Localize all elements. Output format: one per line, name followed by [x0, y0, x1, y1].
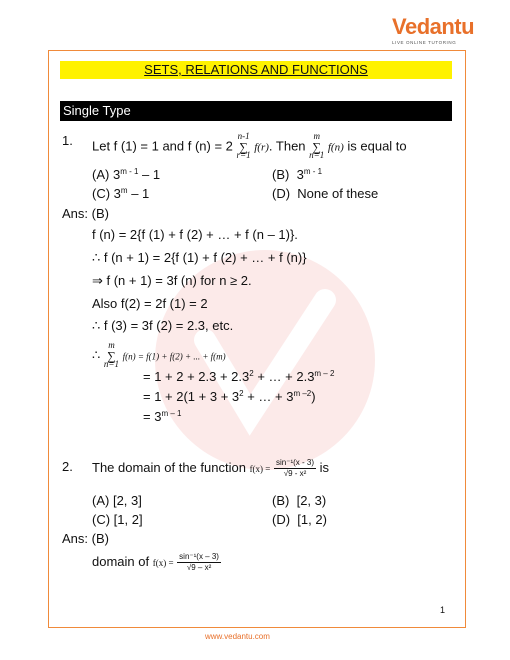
q2-fraction-den: √9 - x²: [283, 469, 307, 479]
q1-sum2-bottom: n=1: [309, 150, 325, 160]
q1-expand-3: [143, 409, 181, 425]
q1-sum2-body: f(n): [327, 141, 344, 154]
q2-option-b: [272, 493, 326, 509]
expand-sup: 2: [239, 389, 244, 398]
q2-fraction-num: sin⁻¹(x - 3): [276, 458, 315, 468]
q1-sum3-top: m: [108, 340, 115, 350]
q2-number: 2.: [62, 459, 73, 474]
option-text: [2, 3]: [112, 493, 142, 508]
option-text: [2, 3): [296, 493, 327, 508]
q2-stem-text: The domain of the function: [92, 460, 246, 475]
expand-text: + … + 3: [243, 389, 294, 404]
q1-option-c: [92, 186, 149, 202]
q1-step-5: ∴ f (3) = 3f (2) = 2.3, etc.: [92, 318, 234, 333]
q2-domain-lhs: f(x) =: [152, 558, 174, 568]
option-text: None of these: [297, 186, 379, 201]
option-label: (C): [92, 186, 111, 201]
option-tail: – 1: [127, 186, 150, 201]
q2-domain-num: sin⁻¹(x – 3): [179, 552, 219, 562]
therefore-symbol: ∴: [92, 347, 101, 363]
q1-stem-c: is equal to: [347, 138, 407, 154]
q1-sum1-bottom: r=1: [236, 150, 251, 160]
option-label: (D): [272, 512, 291, 527]
expand-sup: m –2: [293, 389, 312, 398]
q2-option-a: [92, 493, 142, 509]
q1-step-4: Also f(2) = 2f (1) = 2: [92, 296, 208, 311]
q1-option-b: [272, 167, 322, 183]
q1-sum3-expr: f(n) = f(1) + f(2) + ... + f(m): [122, 351, 226, 362]
q1-step-3: ⇒ f (n + 1) = 3f (n) for n ≥ 2.: [92, 273, 252, 288]
q1-number: 1.: [62, 133, 73, 148]
option-sup: m - 1: [303, 167, 323, 176]
logo-tagline: LIVE ONLINE TUTORING: [392, 40, 457, 45]
q2-domain-fraction: [177, 552, 221, 573]
page-number: 1: [440, 605, 446, 615]
q2-option-d: [272, 512, 327, 528]
q1-sum1: [237, 133, 251, 161]
option-sup: m: [120, 186, 128, 195]
q2-stem: [92, 457, 329, 480]
q1-option-a: [92, 167, 160, 183]
q2-func-lhs: f(x) =: [249, 464, 271, 474]
q1-step-1: f (n) = 2{f (1) + f (2) + … + f (n – 1)}.: [92, 227, 298, 242]
page-title: SETS, RELATIONS AND FUNCTIONS: [144, 62, 368, 77]
q1-expand-1: [143, 369, 334, 385]
q1-stem: [92, 133, 407, 161]
option-text: [1, 2]: [113, 512, 143, 527]
q1-sum3-line: [92, 342, 226, 370]
q2-stem-end: is: [319, 460, 330, 475]
option-label: (A): [92, 493, 110, 508]
expand-text: + … + 2.3: [253, 369, 315, 384]
option-text: 3: [112, 167, 121, 182]
sigma-icon: ∑: [107, 349, 116, 363]
q1-answer: Ans: (B): [62, 206, 109, 221]
option-label: (A): [92, 167, 110, 182]
option-text: 3: [296, 167, 304, 182]
vedantu-logo: [392, 14, 492, 48]
expand-sup: m – 1: [161, 409, 182, 418]
q1-sum2: [309, 133, 324, 161]
option-label: (B): [272, 167, 290, 182]
sigma-icon: ∑: [239, 140, 248, 154]
option-label: (C): [92, 512, 111, 527]
option-label: (D): [272, 186, 291, 201]
expand-sup: 2: [249, 369, 254, 378]
q1-expand-2: [143, 389, 316, 405]
option-sup: m - 1: [120, 167, 139, 176]
q1-sum1-body: f(r): [254, 141, 269, 154]
expand-text: = 3: [143, 409, 162, 424]
q2-domain-den: √9 – x²: [186, 563, 212, 573]
q1-stem-a: Let f (1) = 1 and f (n) = 2: [92, 138, 233, 154]
expand-text: = 1 + 2(1 + 3 + 3: [143, 389, 240, 404]
footer-url[interactable]: www.vedantu.com: [205, 632, 270, 641]
q1-sum3-bottom: n=1: [103, 359, 119, 369]
expand-sup: m – 2: [314, 369, 335, 378]
q1-sum2-top: m: [313, 131, 320, 141]
sigma-icon: ∑: [312, 140, 321, 154]
q1-sum3: [104, 342, 119, 370]
option-text: 3: [113, 186, 121, 201]
q2-option-c: [92, 512, 143, 528]
section-header: Single Type: [63, 103, 131, 118]
expand-text: ): [311, 389, 316, 404]
q2-answer: Ans: (B): [62, 531, 109, 546]
q1-step-2: ∴ f (n + 1) = 2{f (1) + f (2) + … + f (n)}: [92, 250, 307, 265]
q1-option-d: [272, 186, 378, 202]
q2-domain-text: domain of: [92, 554, 150, 569]
logo-wordmark: Vedantu: [392, 14, 475, 39]
option-text: [1, 2): [297, 512, 327, 527]
q1-stem-b: . Then: [268, 138, 306, 154]
option-label: (B): [272, 493, 290, 508]
q1-sum1-top: n-1: [237, 131, 250, 141]
q2-fraction: [274, 458, 316, 479]
option-tail: – 1: [138, 167, 161, 182]
expand-text: = 1 + 2 + 2.3 + 2.3: [143, 369, 250, 384]
q2-domain-line: [92, 551, 221, 574]
